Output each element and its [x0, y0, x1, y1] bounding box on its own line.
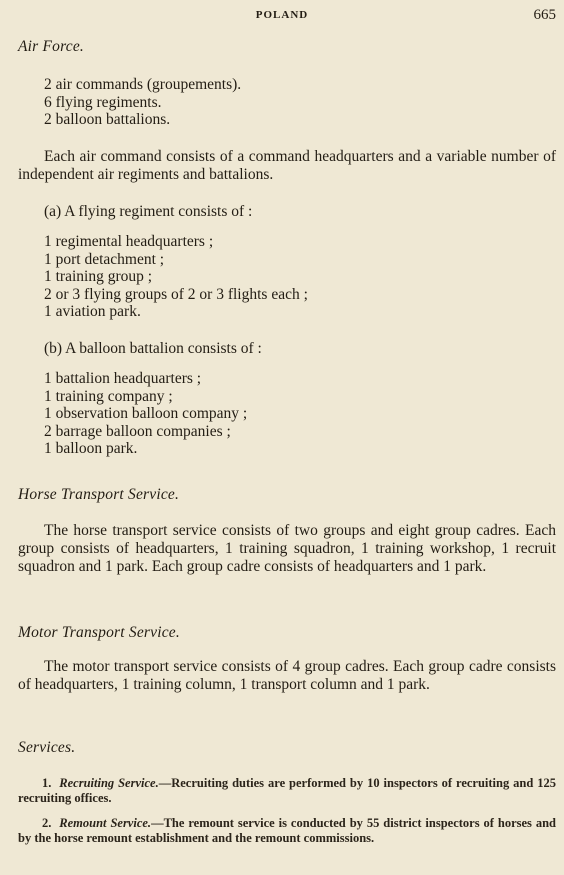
- list-item: 1 balloon park.: [44, 440, 138, 457]
- section-heading-air-force: Air Force.: [18, 38, 84, 55]
- list-item: 1 training group ;: [44, 268, 153, 285]
- item-title: Remount Service.: [59, 816, 152, 830]
- list-item: 1 battalion headquarters ;: [44, 370, 202, 387]
- list-item: 2 balloon battalions.: [44, 111, 171, 128]
- page-number: 665: [533, 7, 556, 23]
- item-number: 2.: [42, 816, 52, 830]
- list-item: 2 or 3 flying groups of 2 or 3 flights each ;: [44, 285, 308, 303]
- section-heading-horse-transport: Horse Transport Service.: [18, 486, 180, 503]
- list-item: 2 air commands (groupements).: [44, 76, 242, 93]
- list-item: 1 aviation park.: [44, 303, 141, 320]
- balloon-battalion-intro: (b) A balloon battalion consists of :: [44, 340, 262, 357]
- item-number: 1.: [42, 776, 52, 790]
- item-text: —The remount service is conducted by 55 district inspectors of horses and by the horse remount establishment and the remount commissions.: [18, 816, 557, 845]
- balloon-battalion-list: [44, 370, 247, 458]
- services-item-remount: [18, 816, 556, 845]
- services-item-recruiting: [18, 776, 556, 805]
- air-force-paragraph: [18, 148, 556, 184]
- list-item: 6 flying regiments.: [44, 93, 162, 111]
- list-item: 1 regimental headquarters ;: [44, 233, 214, 250]
- running-header: [0, 7, 564, 27]
- motor-transport-paragraph: [18, 658, 556, 694]
- horse-transport-paragraph: [18, 522, 556, 575]
- list-item: 1 training company ;: [44, 387, 173, 405]
- paragraph-text: Each air command consists of a command headquarters and a variable number of independent air regiments and battalions.: [18, 148, 556, 183]
- paragraph-text: The motor transport service consists of 4 group cadres. Each group cadre consists of headquarters, 1 training column, 1 transport column and 1 park.: [18, 658, 556, 693]
- list-item: 2 barrage balloon companies ;: [44, 422, 231, 440]
- item-text: —Recruiting duties are performed by 10 inspectors of recruiting and 125 recruiting offices.: [18, 776, 557, 805]
- flying-regiment-intro: (a) A flying regiment consists of :: [44, 203, 253, 220]
- flying-regiment-list: [44, 233, 308, 321]
- running-head-title: POLAND: [255, 9, 309, 21]
- section-heading-motor-transport: Motor Transport Service.: [18, 624, 180, 641]
- section-heading-services: Services.: [18, 739, 76, 756]
- list-item: 1 observation balloon company ;: [44, 405, 248, 422]
- item-title: Recruiting Service.: [59, 776, 159, 790]
- list-item: 1 port detachment ;: [44, 250, 165, 268]
- air-force-list: [44, 76, 241, 129]
- paragraph-text: The horse transport service consists of two groups and eight group cadres. Each group consists of headquarters, 1 training squadron, 1 training workshop, 1 recruit squadron and 1 park. Each group cadre consists of headquarters and 1 park.: [18, 522, 556, 575]
